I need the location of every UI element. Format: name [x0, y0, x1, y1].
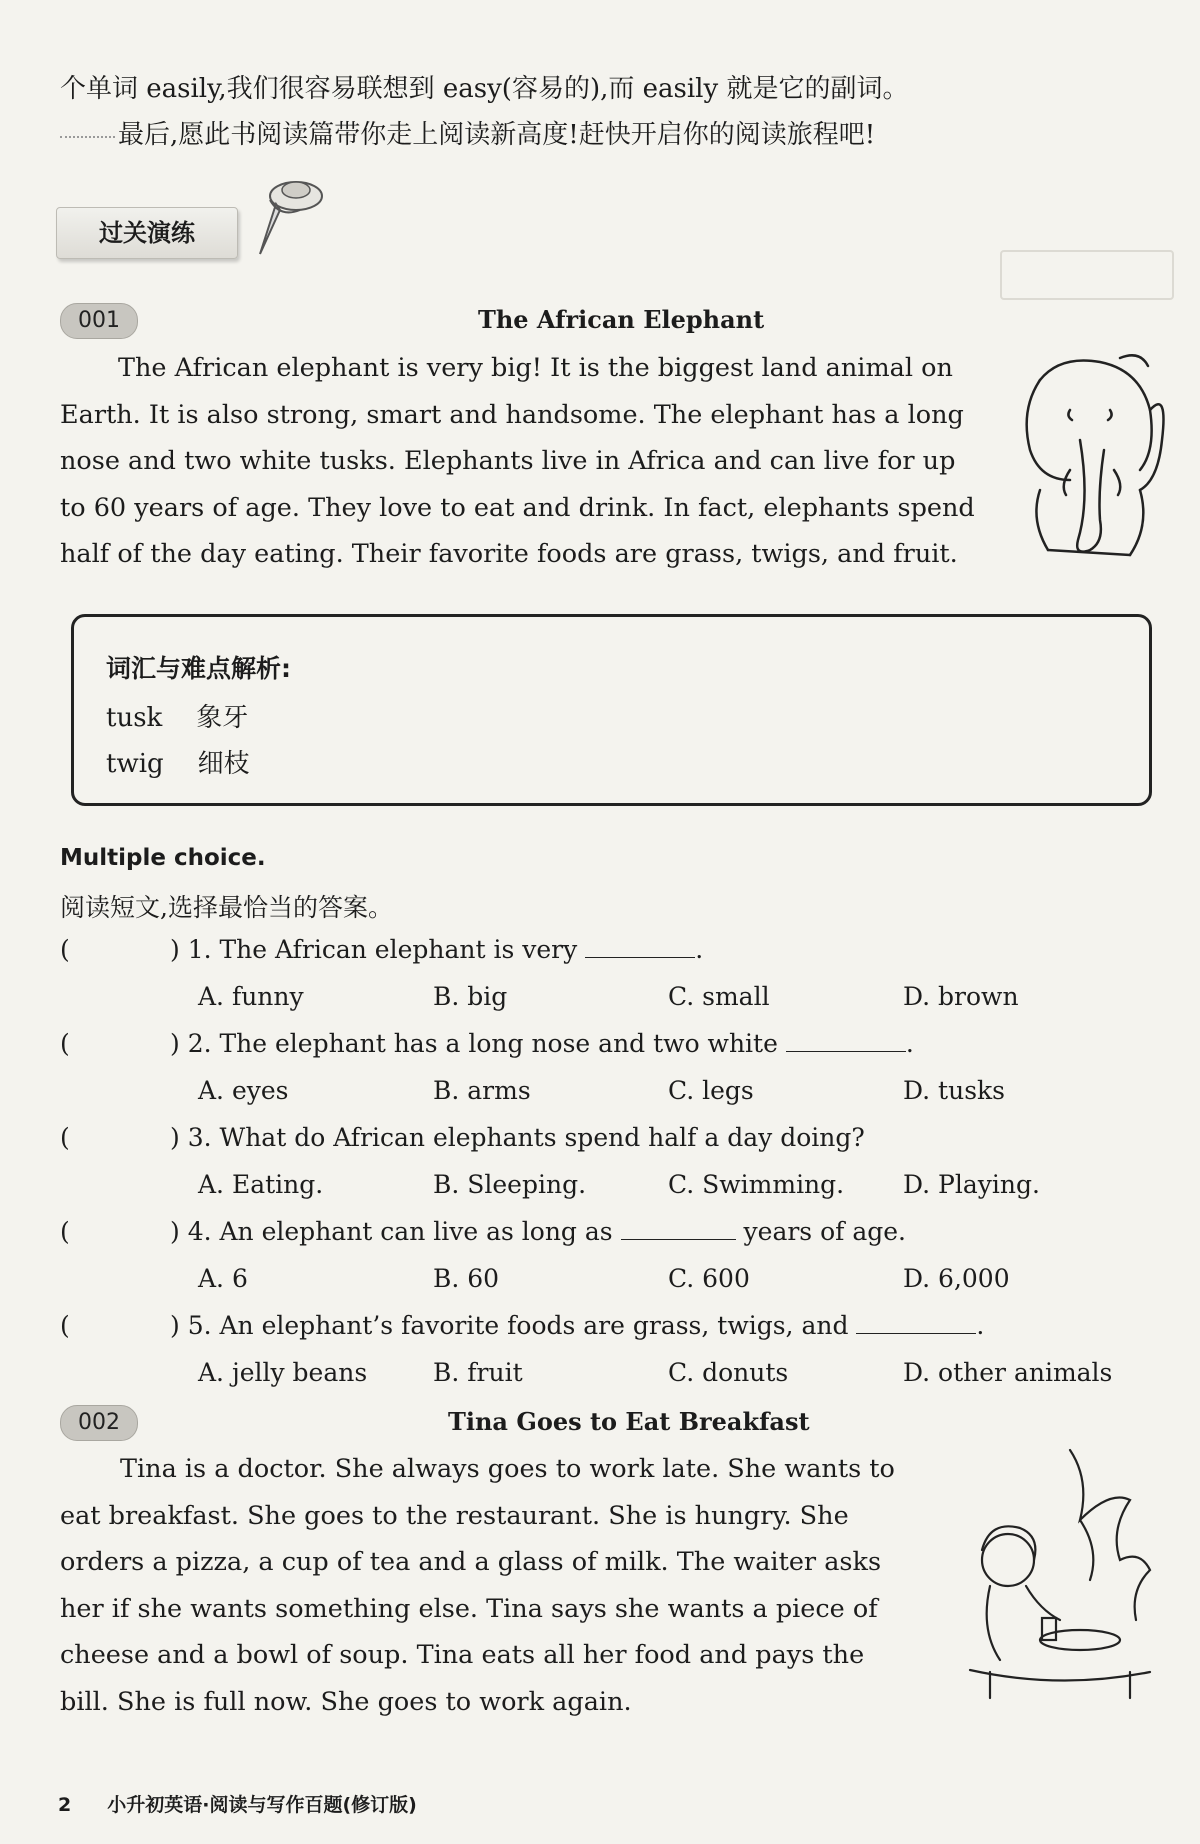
multiple-choice-heading: Multiple choice.	[60, 845, 266, 871]
option: B. Sleeping.	[433, 1170, 587, 1199]
passage-1-text	[60, 345, 975, 578]
vocabulary-heading: 词汇与难点解析:	[106, 654, 291, 683]
answer-paren: (	[60, 935, 70, 964]
passage-number-badge: 002	[60, 1405, 138, 1441]
girl-eating-illustration	[960, 1440, 1160, 1700]
option: C. Swimming.	[668, 1170, 845, 1199]
option: C. small	[668, 982, 770, 1011]
option: D. Playing.	[903, 1170, 1040, 1199]
option: A. Eating.	[198, 1170, 324, 1199]
vocab-meaning: 细枝	[197, 749, 250, 779]
option: B. fruit	[433, 1358, 523, 1387]
page-footer	[58, 1790, 417, 1817]
answer-blank	[786, 1031, 906, 1052]
vocabulary-box	[71, 614, 1152, 806]
question-2	[60, 1029, 914, 1058]
question-4	[60, 1217, 906, 1246]
option: A. eyes	[198, 1076, 289, 1105]
option: B. arms	[433, 1076, 531, 1105]
option: D. 6,000	[903, 1264, 1010, 1293]
answer-blank	[585, 937, 695, 958]
answer-paren: (	[60, 1311, 70, 1340]
vocab-word: twig	[106, 749, 164, 779]
passage-2-text	[60, 1446, 895, 1725]
passage-line: nose and two white tusks. Elephants live in Africa and can live for up	[60, 446, 956, 476]
question-5	[60, 1311, 984, 1340]
option: C. legs	[668, 1076, 754, 1105]
multiple-choice-instruction: 阅读短文,选择最恰当的答案。	[60, 893, 393, 922]
option: C. 600	[668, 1264, 750, 1293]
question-text: ) 1. The African elephant is very	[170, 935, 578, 964]
answer-paren: (	[60, 1123, 70, 1152]
passage-line: Earth. It is also strong, smart and handsome. The elephant has a long	[60, 399, 964, 430]
question-text: ) 4. An elephant can live as long as	[170, 1217, 613, 1246]
option: C. donuts	[668, 1358, 789, 1387]
vocab-meaning: 象牙	[196, 703, 249, 733]
passage-line: cheese and a bowl of soup. Tina eats all her food and pays the	[60, 1640, 865, 1670]
question-suffix: .	[905, 1029, 914, 1058]
passage-line: half of the day eating. Their favorite foods are grass, twigs, and fruit.	[60, 539, 958, 569]
option: D. brown	[903, 982, 1019, 1011]
answer-blank	[621, 1219, 736, 1240]
option: A. jelly beans	[198, 1358, 368, 1387]
question-suffix: .	[976, 1311, 985, 1340]
passage-title: The African Elephant	[478, 305, 765, 334]
option: A. 6	[198, 1264, 248, 1293]
option: A. funny	[198, 982, 304, 1011]
intro-line-2: 最后,愿此书阅读篇带你走上阅读新高度!赶快开启你的阅读旅程吧!	[118, 120, 876, 150]
section-tab: 过关演练	[56, 207, 238, 259]
question-text: ) 3. What do African elephants spend half a day doing?	[170, 1123, 865, 1152]
vocab-item	[106, 697, 248, 734]
dotted-divider	[60, 136, 115, 138]
book-title: 小升初英语·阅读与写作百题(修订版)	[107, 1794, 417, 1816]
answer-paren: (	[60, 1029, 70, 1058]
passage-line: bill. She is full now. She goes to work again.	[60, 1686, 632, 1717]
pushpin-illustration	[240, 170, 330, 260]
vocab-item	[106, 743, 250, 780]
passage-title: Tina Goes to Eat Breakfast	[448, 1407, 810, 1436]
option: B. big	[433, 982, 508, 1011]
answer-paren: (	[60, 1217, 70, 1246]
elephant-illustration	[1000, 350, 1170, 570]
passage-number-badge: 001	[60, 303, 138, 339]
option: D. other animals	[903, 1358, 1113, 1387]
vocab-word: tusk	[106, 703, 163, 733]
question-1	[60, 935, 703, 964]
ghost-box	[1000, 250, 1174, 300]
passage-line: her if she wants something else. Tina says she wants a piece of	[60, 1593, 878, 1624]
question-text: ) 2. The elephant has a long nose and two white	[170, 1029, 778, 1058]
passage-line: to 60 years of age. They love to eat and drink. In fact, elephants spend	[60, 492, 975, 523]
passage-line: The African elephant is very big! It is the biggest land animal on	[118, 353, 953, 383]
option: D. tusks	[903, 1076, 1006, 1105]
page-number: 2	[58, 1794, 72, 1816]
question-3	[60, 1123, 865, 1152]
question-suffix: years of age.	[743, 1217, 906, 1246]
passage-line: eat breakfast. She goes to the restaurant. She is hungry. She	[60, 1500, 849, 1531]
answer-blank	[856, 1313, 976, 1334]
intro-line-1: 个单词 easily,我们很容易联想到 easy(容易的),而 easily 就是它的副词。	[60, 74, 909, 104]
passage-line: orders a pizza, a cup of tea and a glass of milk. The waiter asks	[60, 1547, 882, 1577]
passage-line: Tina is a doctor. She always goes to work late. She wants to	[120, 1454, 895, 1484]
option: B. 60	[433, 1264, 500, 1293]
question-suffix: .	[695, 935, 704, 964]
question-text: ) 5. An elephant’s favorite foods are grass, twigs, and	[170, 1311, 849, 1340]
